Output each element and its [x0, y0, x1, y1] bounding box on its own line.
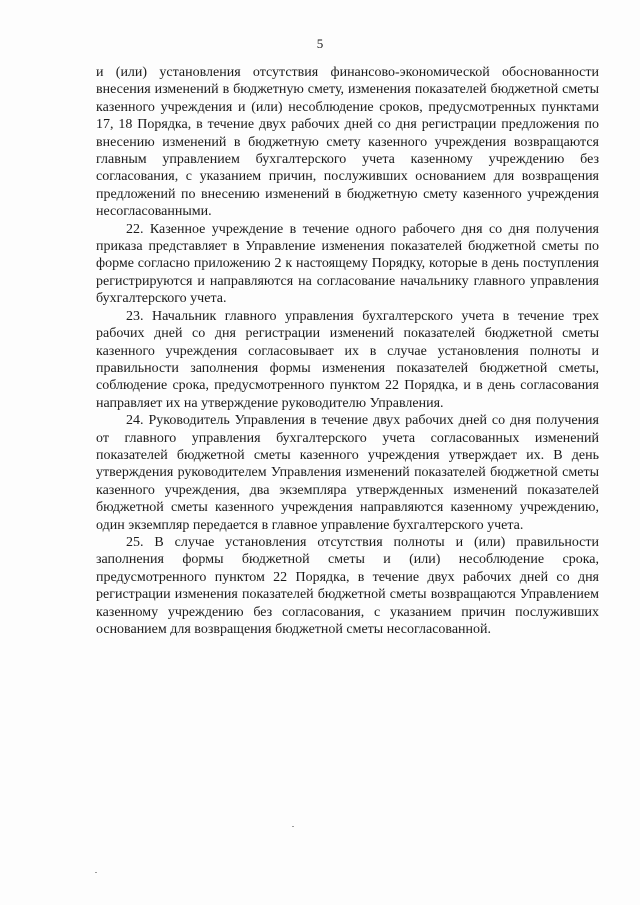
document-body — [96, 64, 599, 638]
page-number: 5 — [316, 36, 324, 51]
paragraph-23: 23. Начальник главного управления бухгалтерского учета в течение трех рабочих дней со дня регистрации изменений показателей бюджетной сметы казенного учреждения согласовывает их в случае установления полноты и правильности заполнения формы изменения показателей бюджетной сметы, соблюдение срока, предусмотренного пунктом 22 Порядка, и в день согласования направляет их на утверждение руководителю Управления. — [96, 308, 599, 411]
scan-speck — [292, 826, 294, 827]
paragraph-25: 25. В случае установления отсутствия полноты и (или) правильности заполнения формы бюджетной сметы и (или) несоблюдение срока, предусмотренного пунктом 22 Порядка, в течение двух рабочих дней со дня регистрации изменения показателей бюджетной сметы возвращаются Управлением казенному учреждению без согласования, с указанием причин послуживших основанием для возвращения бюджетной сметы несогласованной. — [96, 534, 599, 637]
paragraph-24: 24. Руководитель Управления в течение двух рабочих дней со дня получения от главного управления бухгалтерского учета согласованных изменений показателей бюджетной сметы казенного учреждения утверждает их. В день утверждения руководителем Управления изменений показателей бюджетной сметы казенного учреждения, два экземпляра утвержденных изменений показателей бюджетной сметы казенного учреждения направляются казенному учреждению, один экземпляр передается в главное управление бухгалтерского учета. — [96, 413, 599, 533]
paragraph-continuation: и (или) установления отсутствия финансово-экономической обоснованности внесения изменений в бюджетную смету, изменения показателей бюджетной сметы казенного учреждения и (или) несоблюдение сроков, предусмотренных пунктами 17, 18 Порядка, в течение двух рабочих дней со дня регистрации предложения по внесению изменений в бюджетную смету казенного учреждения возвращаются главным управлением бухгалтерского учета казенному учреждению без согласования, с указанием причин, послуживших основанием для возвращения предложений по внесению изменений в бюджетную смету казенного учреждения несогласованными. — [96, 65, 599, 220]
scan-speck — [95, 872, 97, 873]
paragraph-22: 22. Казенное учреждение в течение одного рабочего дня со дня получения приказа представляет в Управление изменения показателей бюджетной сметы по форме согласно приложению 2 к настоящему Порядку, которые в день поступления регистрируются и направляются на согласование начальнику главного управления бухгалтерского учета. — [96, 221, 599, 307]
